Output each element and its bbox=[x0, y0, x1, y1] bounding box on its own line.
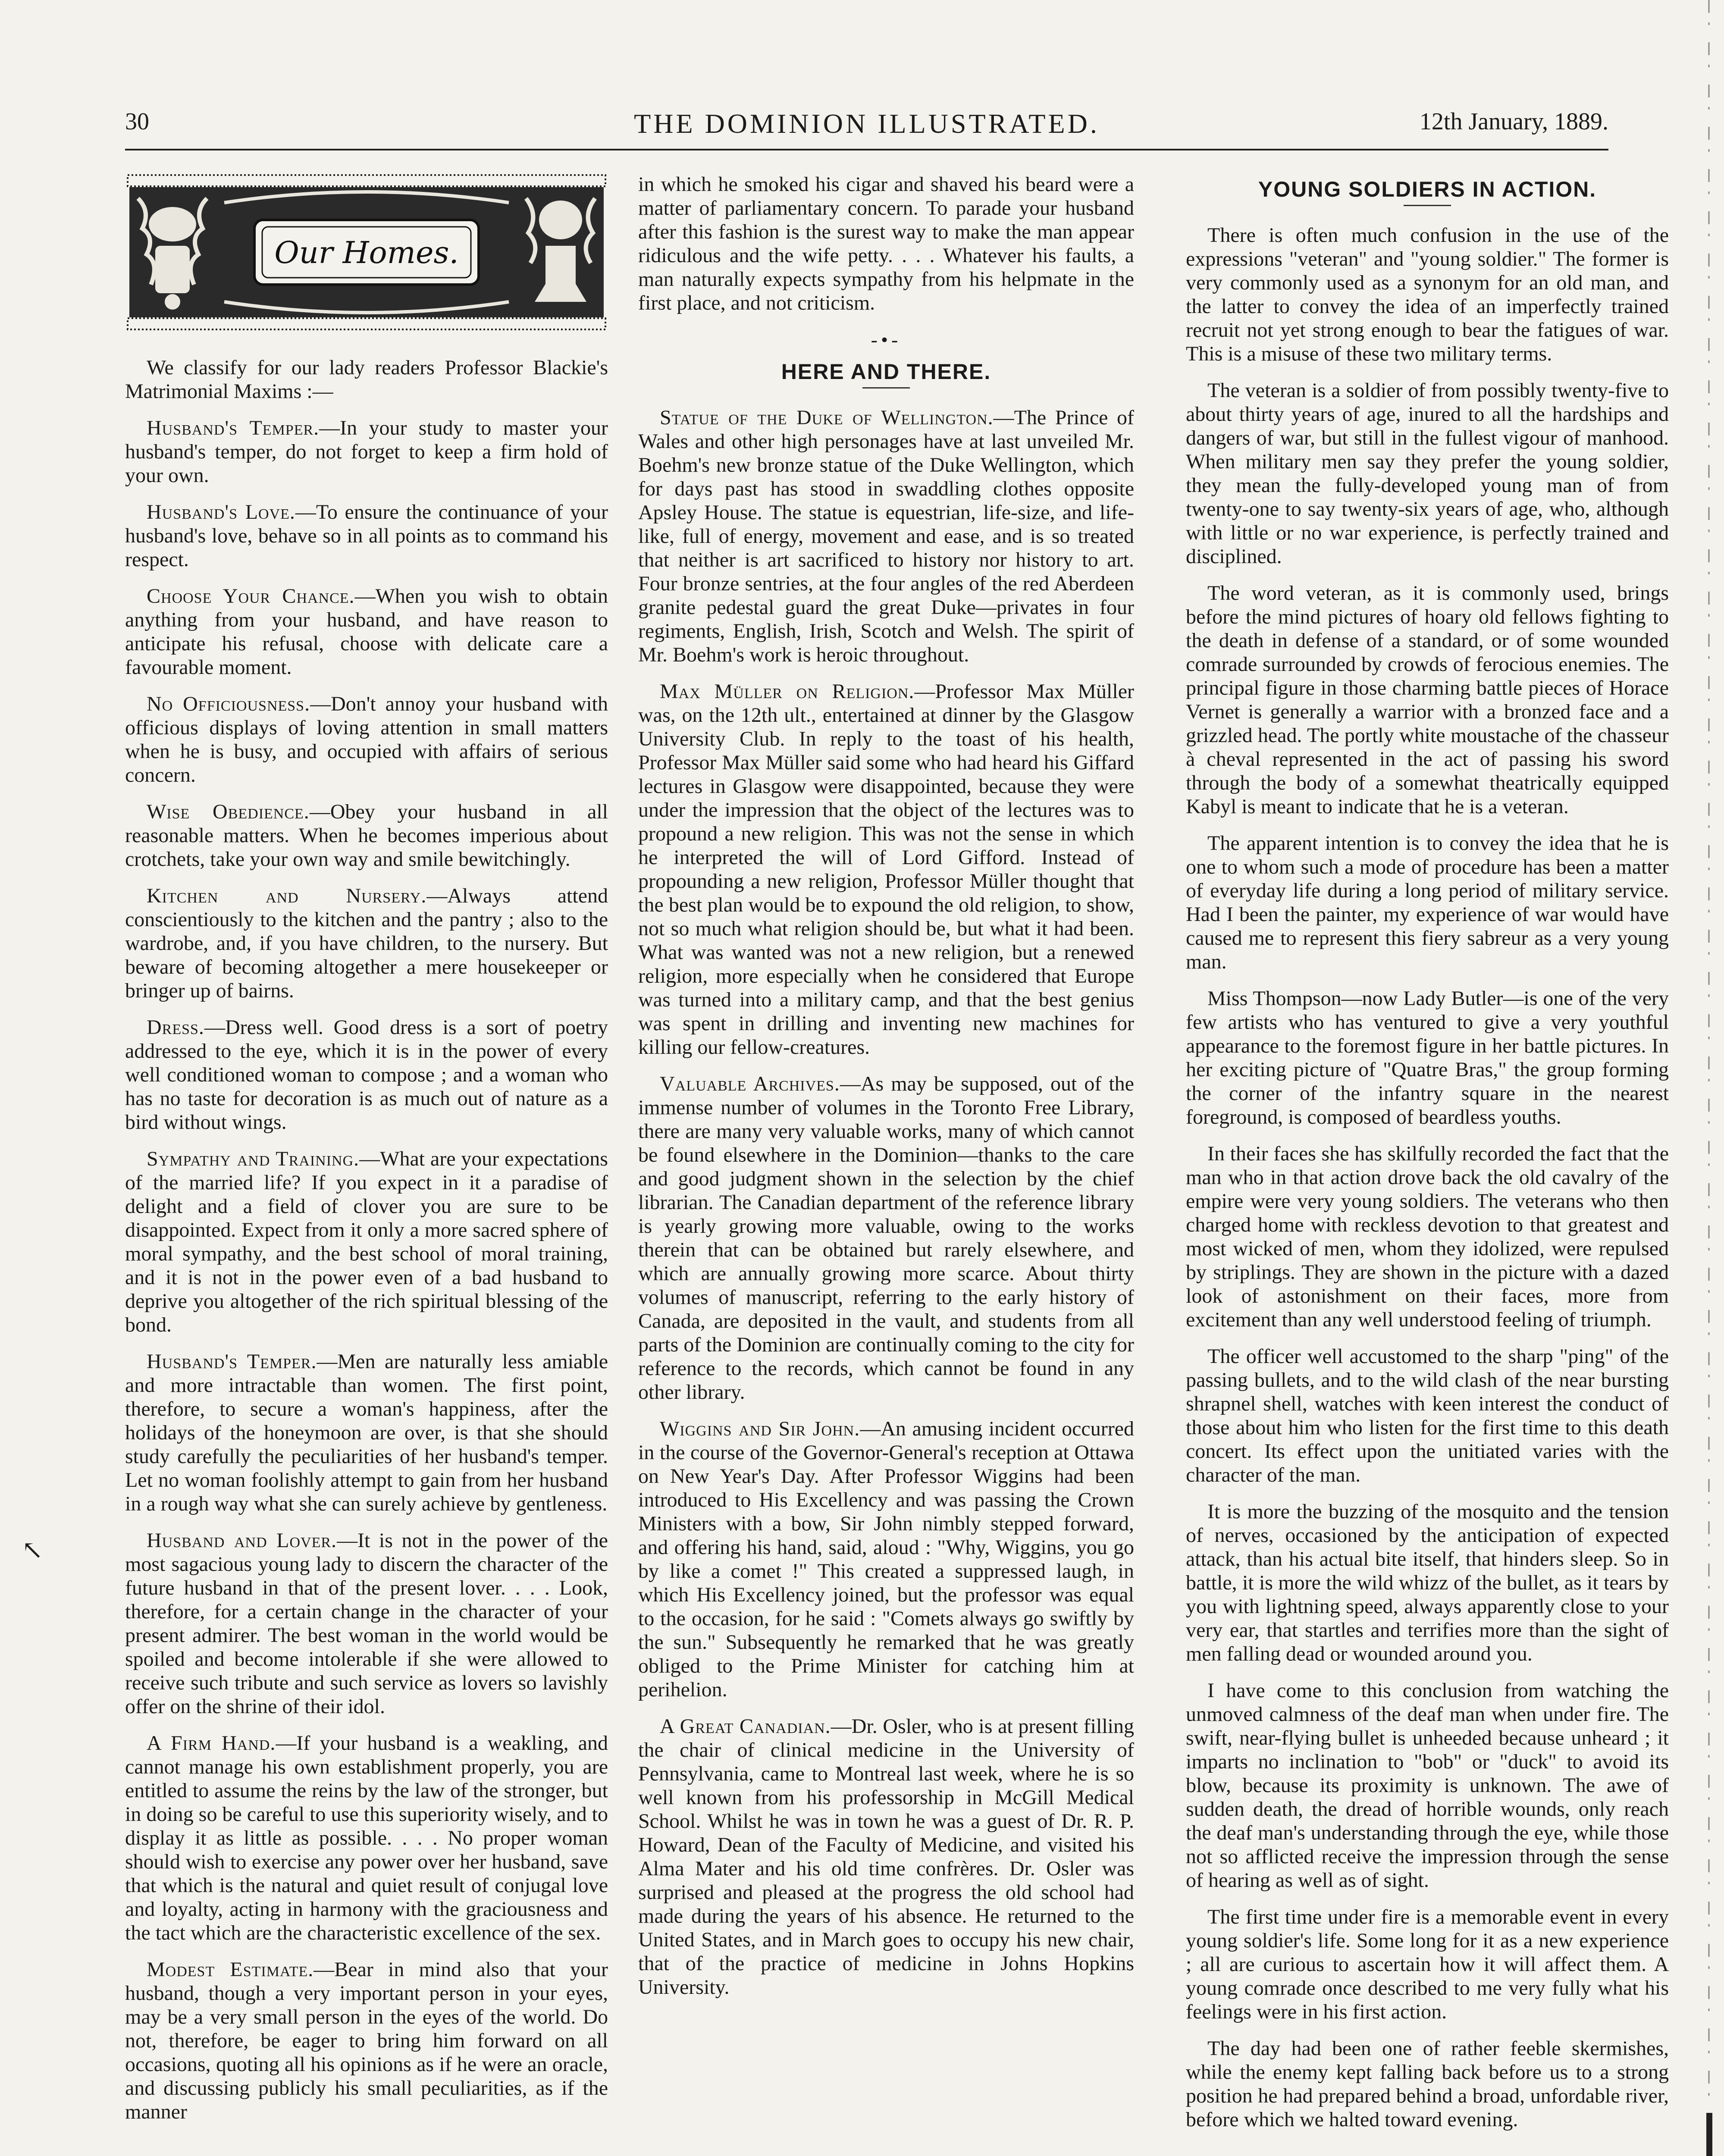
news-item-1: Statue of the Duke of Wellington.—The Prince of Wales and other high personages have at last unveiled Mr. Boehm's new bronze statue of the Duke Wellington, which for days past has stood in swaddling clothes opposite Apsley House. The statue is equestrian, life-size, and life-like, full of energy, movement and ease, and is so treated that neither is art sacrificed to history nor history to art. Four bronze sentries, at the four angles of the red Aberdeen granite pedestal guard the great Duke—privates in four regiments, English, Irish, Scotch and Welsh. The spirit of Mr. Boehm's work is heroic throughout. bbox=[638, 406, 1134, 666]
page-number: 30 bbox=[125, 108, 149, 135]
maxims-intro: We classify for our lady readers Professor Blackie's Matrimonial Maxims :— bbox=[125, 356, 608, 403]
maxim-2: Husband's Love.—To ensure the continuance of your husband's love, behave so in all points as to command his respect. bbox=[125, 501, 608, 571]
maxim-9: Husband's Temper.—Men are naturally less amiable and more intractable than women. The first point, therefore, to secure a woman's happiness, after the holidays of the honeymoon are over, is that she should study carefully the peculiarities of her husband's temper. Let no woman foolishly attempt to gain from her husband in a rough way what she can surely achieve by gentleness. bbox=[125, 1350, 608, 1515]
section-divider: -•- bbox=[871, 329, 902, 351]
article-paragraph: The veteran is a soldier of from possibly twenty-five to about thirty years of age, inured to all the hardships and dangers of war, but still in the fullest vigour of manhood. When military men say they prefer the young soldier, they mean the fully-developed young man of from twenty-one to say twenty-six years of age, who, although with little or no war experience, is perfectly trained and disciplined. bbox=[1186, 379, 1669, 568]
article-paragraph: It is more the buzzing of the mosquito and the tension of nerves, occasioned by the anticipation of expected attack, than his actual bite itself, that hinders sleep. So in battle, it is more the wild whizz of the bullet, as it tears by you with lightning speed, always apparently close to your very ear, that startles and terrifies more than the sight of men falling dead or wounded around you. bbox=[1186, 1500, 1669, 1665]
article-paragraph: The word veteran, as it is commonly used, brings before the mind pictures of hoary old fellows fighting to the death in defense of a standard, or of some wounded comrade surrounded by crowds of ferocious enemies. The principal figure in those charming battle pieces of Horace Vernet is generally a warrior with a bronzed face and a grizzled head. The portly white moustache of the chasseur à cheval represented in the act of passing his sword through the body of a somewhat theatrically equipped Kabyl is meant to indicate that he is a veteran. bbox=[1186, 582, 1669, 818]
our-homes-banner bbox=[125, 172, 608, 332]
news-item-4: Wiggins and Sir John.—An amusing incident occurred in the course of the Governor-General's reception at Ottawa on New Year's Day. After Professor Wiggins had been introduced to His Excellency and was passing the Crown Ministers with a bow, Sir John nimbly stepped forward, and offering his hand, said, aloud : "Why, Wiggins, you go by like a comet !" This created a suppressed laugh, in which His Excellency joined, but the professor was equal to the occasion, for he said : "Comets always go swiftly by the sun." Subsequently he remarked that he was greatly obliged to the Prime Minister for catching him at perihelion. bbox=[638, 1417, 1134, 1701]
page-edge-shadow bbox=[1697, 0, 1714, 2156]
article-paragraph: In their faces she has skilfully recorded the fact that the man who in that action drove back the old cavalry of the empire were very young soldiers. The veterans who then charged home with reckless devotion to that greatest and most wicked of men, whom they idolized, were repulsed by striplings. They are shown in the picture with a dazed look of astonishment on their faces, more from excitement than any well understood feeling of triumph. bbox=[1186, 1142, 1669, 1331]
column-our-homes bbox=[125, 172, 608, 2137]
maxim-1: Husband's Temper.—In your study to master your husband's temper, do not forget to keep a firm hold of your own. bbox=[125, 417, 608, 487]
news-item-5: A Great Canadian.—Dr. Osler, who is at present filling the chair of clinical medicine in the University of Pennsylvania, came to Montreal last week, where he is so well known from his professorship in McGill Medical School. Whilst he was in town he was a guest of Dr. R. P. Howard, Dean of the Faculty of Medicine, and visited his Alma Mater and his old time confrères. Dr. Osler was surprised and pleased at the progress the old school had made during the years of his absence. He returned to the United States, and in March goes to occupy his new chair, that of the practice of medicine in Johns Hopkins University. bbox=[638, 1715, 1134, 1999]
maxim-6: Kitchen and Nursery.—Always attend conscientiously to the kitchen and the pantry ; also to the wardrobe, and, if you have children, to the nursery. But beware of becoming altogether a mere housekeeper or bringer up of bairns. bbox=[125, 884, 608, 1002]
article-paragraph: There is often much confusion in the use of the expressions "veteran" and "young soldier." The former is very commonly used as a synonym for an old man, and the latter to convey the idea of an imperfectly trained recruit not yet strong enough to bear the fatigues of war. This is a misuse of these two military terms. bbox=[1186, 224, 1669, 365]
maxim-10: Husband and Lover.—It is not in the power of the most sagacious young lady to discern the character of the future husband in that of the present lover. . . . Look, therefore, for a certain change in the character of your present admirer. The best woman in the world would be spoiled and become intolerable if she were allowed to receive such tribute and such service as lovers so lavishly offer on the shrine of their idol. bbox=[125, 1529, 608, 1718]
banner-label: Our Homes. bbox=[274, 235, 459, 270]
maxim-4: No Officiousness.—Don't annoy your husband with officious displays of loving attention in small matters when he is busy, and occupied with affairs of serious concern. bbox=[125, 693, 608, 787]
margin-mark: ↖ bbox=[22, 1536, 44, 1564]
news-item-2: Max Müller on Religion.—Professor Max Müller was, on the 12th ult., entertained at dinner by the Glasgow University Club. In reply to the toast of his health, Professor Max Müller said some who had heard his Giffard lectures in Glasgow were disappointed, because they were under the impression that the object of the lectures was to propound a new religion. This was not the sense in which he interpreted the will of Lord Gifford. Instead of propounding a new religion, Professor Müller thought that the best plan would be to expound the old religion, to show, not so much what religion should be, but what it had been. What was wanted was not a new religion, but a renewed religion, more especially when he considered that Europe was turned into a military camp, and that the best genius was spent in drilling and inventing new machines for killing our fellow-creatures. bbox=[638, 680, 1134, 1059]
title-rule bbox=[1404, 205, 1451, 206]
publication-title: THE DOMINION ILLUSTRATED. bbox=[634, 108, 1100, 139]
masthead-rule bbox=[125, 149, 1608, 150]
issue-date: 12th January, 1889. bbox=[1419, 108, 1608, 135]
article-paragraph: The day had been one of rather feeble skermishes, while the enemy kept falling back before us to a strong position he had prepared behind a broad, unfordable river, before which we halted toward evening. bbox=[1186, 2037, 1669, 2131]
news-item-3: Valuable Archives.—As may be supposed, out of the immense number of volumes in the Toronto Free Library, there are many very valuable works, many of which cannot be found elsewhere in the Dominion—thanks to the care and good judgment shown in the selection by the chief librarian. The Canadian department of the reference library is yearly growing more valuable, owing to the works therein that can be obtained but rarely elsewhere, and which are annually growing more scarce. About thirty volumes of manuscript, referring to the early history of Canada, are deposited in the vault, and students from all parts of the Dominion are continually coming to the city for reference to the records, which cannot be found in any other library. bbox=[638, 1072, 1134, 1404]
column-here-and-there bbox=[638, 172, 1134, 2012]
maxim-8: Sympathy and Training.—What are your expectations of the married life? If you expect in it a paradise of delight and a field of clover you are sure to be disappointed. Expect from it only a more sacred sphere of moral sympathy, and the best school of moral training, and it is not in the power even of a bad husband to deprive you altogether of the rich spiritual blessing of the bond. bbox=[125, 1147, 608, 1336]
article-paragraph: The first time under fire is a memorable event in every young soldier's life. Some long for it as a new experience ; all are curious to ascertain how it will affect them. A young comrade once described to me very fully what his feelings were in his first action. bbox=[1186, 1905, 1669, 2023]
maxim-12: Modest Estimate.—Bear in mind also that your husband, though a very important person in your eyes, may be a very small person in the eyes of the world. Do not, therefore, be eager to bring him forward on all occasions, quoting all his opinions as if he were an oracle, and discussing publicly his small peculiarities, as if the manner bbox=[125, 1958, 608, 2123]
column-young-soldiers bbox=[1186, 172, 1669, 2144]
maxims-list bbox=[125, 416, 608, 2124]
maxim-11: A Firm Hand.—If your husband is a weakling, and cannot manage his own establishment properly, you are entitled to assume the reins by the law of the stronger, but in doing so be careful to use this superiority wisely, and to display it as little as possible. . . . No proper woman should wish to exercise any power over her husband, save that which is the natural and quiet result of conjugal love and loyalty, acting in harmony with the graciousness and the tact which are the characteristic excellence of the sex. bbox=[125, 1732, 608, 1944]
article-paragraph: Miss Thompson—now Lady Butler—is one of the very few artists who has ventured to give a very youthful appearance to the foremost figure in her battle pictures. In her exciting picture of "Quatre Bras," the group forming the corner of the infantry square in the nearest foreground, is composed of beardless youths. bbox=[1186, 987, 1669, 1128]
section-title-young-soldiers: YOUNG SOLDIERS IN ACTION. bbox=[1258, 177, 1597, 201]
section-title-here-and-there: HERE AND THERE. bbox=[781, 360, 991, 384]
article-paragraph: The apparent intention is to convey the idea that he is one to whom such a mode of procedure has been a matter of everyday life during a long period of military service. Had I been the painter, my experience of war would have caused me to represent this fiery sabreur as a very young man. bbox=[1186, 832, 1669, 973]
article-paragraph: I have come to this conclusion from watching the unmoved calmness of the deaf man when under fire. The swift, near-flying bullet is unheeded because unheard ; it imparts no inclination to "bob" or "duck" to avoid its blow, because its proximity is unknown. The awe of sudden death, the dread of horrible wounds, only reach the deaf man's understanding through the eye, while those not so afflicted receive the impression through the sense of hearing as well as of sight. bbox=[1186, 1679, 1669, 1892]
article-paragraph: The officer well accustomed to the sharp "ping" of the passing bullets, and to the wild clash of the near bursting shrapnel shell, watches with keen interest the conduct of those about him who listen for the first time to this death concert. Its effect upon the unitiated varies with the character of the man. bbox=[1186, 1345, 1669, 1486]
continuation-paragraph: in which he smoked his cigar and shaved his beard were a matter of parliamentary concern. To parade your husband after this fashion is the surest way to make the man appear ridiculous and the wife petty. . . . Whatever his faults, a man naturally expects sympathy from his helpmate in the first place, and not criticism. bbox=[638, 173, 1134, 314]
masthead bbox=[125, 108, 1608, 147]
maxim-7: Dress.—Dress well. Good dress is a sort of poetry addressed to the eye, which it is in the power of every well conditioned woman to compose ; and a woman who has no taste for decoration is as much out of nature as a bird without wings. bbox=[125, 1016, 608, 1134]
maxim-5: Wise Obedience.—Obey your husband in all reasonable matters. When he becomes imperious about crotchets, take your own way and smile bewitchingly. bbox=[125, 800, 608, 871]
title-rule bbox=[862, 387, 910, 389]
maxim-3: Choose Your Chance.—When you wish to obtain anything from your husband, and have reason to anticipate his refusal, choose with delicate care a favourable moment. bbox=[125, 585, 608, 679]
